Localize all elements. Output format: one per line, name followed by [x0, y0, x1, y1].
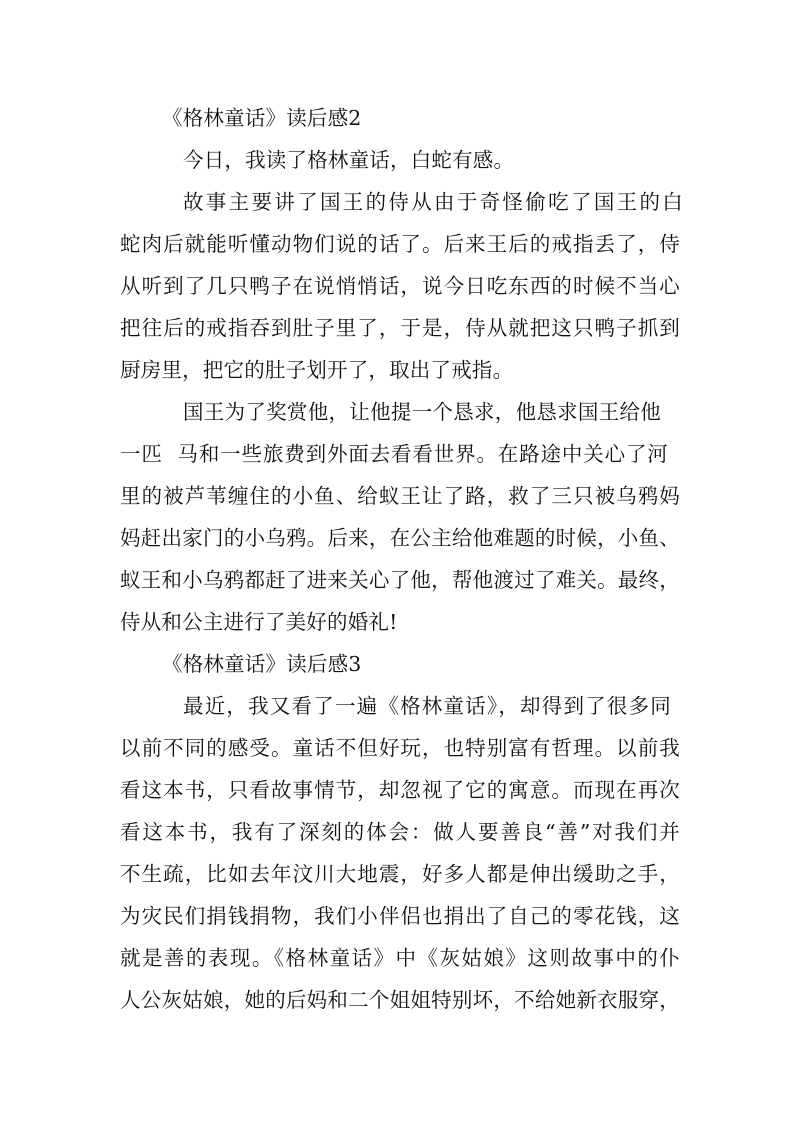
paragraph-line: 人公灰姑娘，她的后妈和二个姐姐特别坏，不给她新衣服穿， — [120, 988, 680, 1012]
paragraph-line: 里的被芦苇缠住的小鱼、给蚁王让了路，救了三只被乌鸦妈 — [120, 484, 680, 508]
paragraph-line: 就是善的表现。《格林童话》中《灰姑娘》这则故事中的仆 — [120, 946, 680, 970]
paragraph-line: 看这本书，我有了深刻的体会：做人要善良“善”对我们并 — [120, 820, 680, 844]
paragraph-line: 为灾民们捐钱捐物，我们小伴侣也捐出了自己的零花钱，这 — [120, 904, 680, 928]
paragraph-line: 从听到了几只鸭子在说悄悄话，说今日吃东西的时候不当心 — [120, 274, 680, 298]
paragraph-line: 把往后的戒指吞到肚子里了，于是，侍从就把这只鸭子抓到 — [120, 316, 680, 340]
section-heading-3: 《格林童话》读后感3 — [162, 652, 362, 676]
section-heading-2: 《格林童话》读后感2 — [162, 106, 362, 130]
paragraph-line: 厨房里，把它的肚子划开了，取出了戒指。 — [120, 358, 514, 382]
paragraph-line: 妈赶出家门的小乌鸦。后来，在公主给他难题的时候，小鱼、 — [120, 526, 680, 550]
paragraph-line: 最近，我又看了一遍《格林童话》，却得到了很多同 — [183, 694, 671, 718]
paragraph-line: 今日，我读了格林童话，白蛇有感。 — [183, 148, 515, 172]
paragraph-line: 不生疏，比如去年汶川大地震，好多人都是伸出缓助之手， — [120, 862, 680, 886]
paragraph-line: 蚁王和小乌鸦都赶了进来关心了他，帮他渡过了难关。最终， — [120, 568, 680, 592]
paragraph-line: 以前不同的感受。童话不但好玩，也特别富有哲理。以前我 — [120, 736, 680, 760]
paragraph-line: 国王为了奖赏他，让他提一个恳求，他恳求国王给他 — [183, 400, 661, 424]
paragraph-line: 蛇肉后就能听懂动物们说的话了。后来王后的戒指丢了，侍 — [120, 232, 680, 256]
paragraph-line: 侍从和公主进行了美好的婚礼! — [120, 610, 398, 634]
paragraph-line: 看这本书，只看故事情节，却忽视了它的寓意。而现在再次 — [120, 778, 680, 802]
paragraph-line: 一匹 马和一些旅费到外面去看看世界。在路途中关心了河 — [120, 442, 668, 466]
paragraph-line: 故事主要讲了国王的侍从由于奇怪偷吃了国王的白 — [183, 190, 683, 214]
